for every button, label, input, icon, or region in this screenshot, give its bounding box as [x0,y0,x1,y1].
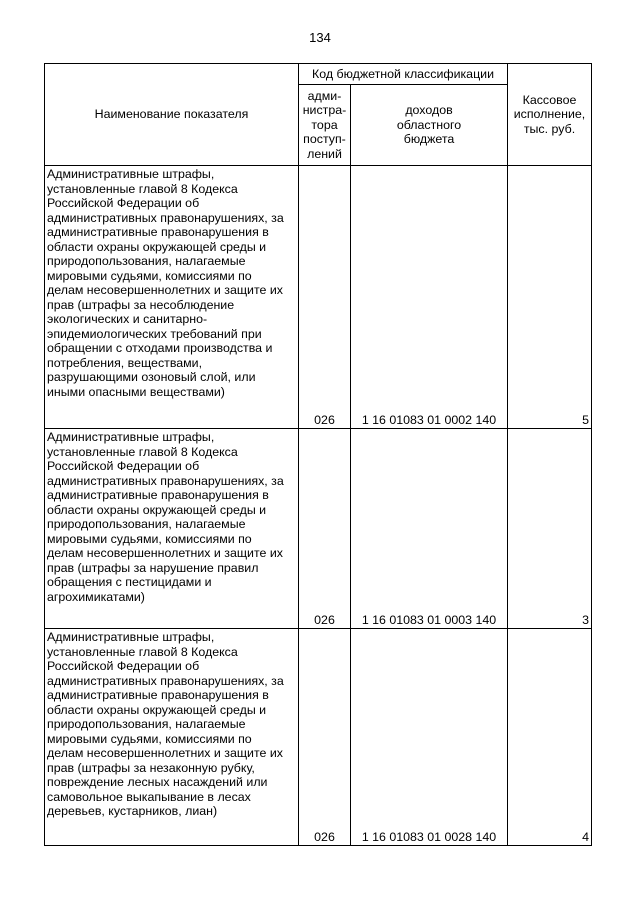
table-row [45,629,592,846]
row-amount: 3 [508,429,592,629]
row-income-code: 1 16 01083 01 0002 140 [351,166,508,429]
header-administrator: адми- нистра- тора поступ- лений [299,85,351,166]
row-admin-code: 026 [299,429,351,629]
budget-table [44,63,592,846]
header-cash-execution: Кассовое исполнение, тыс. руб. [508,64,592,166]
row-admin-code: 026 [299,629,351,846]
row-amount: 4 [508,629,592,846]
table-row [45,429,592,629]
row-name [45,166,299,429]
row-amount: 5 [508,166,592,429]
row-admin-code: 026 [299,166,351,429]
row-name [45,429,299,629]
row-income-code: 1 16 01083 01 0003 140 [351,429,508,629]
header-name: Наименование показателя [45,64,299,166]
row-name [45,629,299,846]
row-income-code: 1 16 01083 01 0028 140 [351,629,508,846]
table-row [45,166,592,429]
page-number: 134 [309,30,331,45]
header-income: доходов областного бюджета [351,85,508,166]
row-name-text: Административные штрафы, установленные главой 8 Кодекса Российской Федерации об административных правонарушениях, за административные правонарушения в области охраны окружающей среды и природопользования, налагаемые мировыми судьями, комиссиями по делам несовершеннолетних и защите их прав (штрафы за незаконную рубку, повреждение лесных насаждений или самовольное выкапывание в лесах деревьев, кустарников, лиан) [47,630,284,818]
row-name-text: Административные штрафы, установленные главой 8 Кодекса Российской Федерации об административных правонарушениях, за административные правонарушения в области охраны окружающей среды и природопользования, налагаемые мировыми судьями, комиссиями по делам несовершеннолетних и защите их прав (штрафы за нарушение правил обращения с пестицидами и агрохимикатами) [47,430,284,604]
header-classification-code: Код бюджетной классификации [299,64,508,85]
row-name-text: Административные штрафы, установленные главой 8 Кодекса Российской Федерации об административных правонарушениях, за административные правонарушения в области охраны окружающей среды и природопользования, налагаемые мировыми судьями, комиссиями по делам несовершеннолетних и защите их прав (штрафы за несоблюдение экологических и санитарно- эпидемиологических требований при обращении с отходами производства и потребления, веществами, разрушающими озоновый слой, или иными опасными веществами) [47,167,284,399]
